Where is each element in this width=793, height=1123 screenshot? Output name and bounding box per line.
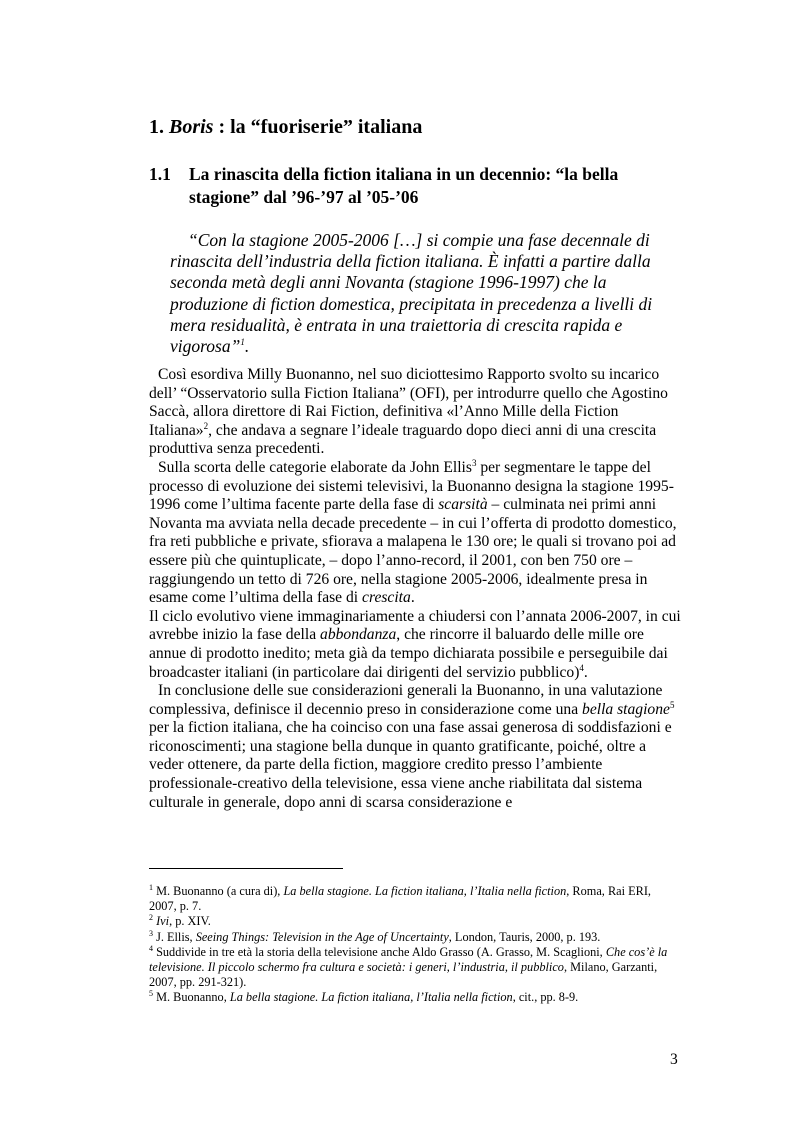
footnote-1-text-b: , Roma, Rai ERI, 2007, p. 7. bbox=[149, 884, 651, 914]
footnote-1-text-a: M. Buonanno (a cura di), bbox=[153, 884, 284, 898]
emphasis-crescita: crescita bbox=[362, 589, 411, 607]
paragraph-4-text-a: In conclusione delle sue considerazioni generali la Buonanno, in una valutazione complessiva, definisce il decennio preso in considerazione come una bbox=[149, 682, 663, 718]
footnote-5-title: La bella stagione. La fiction italiana, l’Italia nella fiction bbox=[229, 990, 513, 1005]
paragraph-4-text-b: per la fiction italiana, che ha coinciso con una fase assai generosa di soddisfazioni e riconoscimenti; una stagione bella dunque in quanto gratificante, poiché, oltre a veder ottenere, da parte della fiction, maggiore credito presso l’ambiente professionale-creativo della televisione, essa viene anche riabilitata dal sistema culturale in generale, dopo anni di scarsa considerazione e bbox=[149, 719, 672, 811]
emphasis-bella-stagione: bella stagione bbox=[582, 700, 670, 718]
paragraph-2-text-d: . bbox=[410, 589, 415, 607]
section-heading bbox=[149, 163, 669, 209]
paragraph-3-text-a: Il ciclo evolutivo viene immaginariamente a chiudersi con l’annata 2006-2007, in cui avrebbe inizio la fase della bbox=[149, 607, 681, 644]
footnote-1-number: 1 bbox=[149, 882, 153, 892]
paragraph-1-text-a: Così esordiva Milly Buonanno, nel suo diciottesimo Rapporto svolto su incarico dell’ “Osservatorio sulla Fiction Italiana” (OFI), per introdurre quello che Agostino Saccà, allora direttore di Rai Fiction, definitiva «l’Anno Mille della Fiction Italiana» bbox=[149, 366, 668, 439]
footnote-3-text-b: , London, Tauris, 2000, p. 193. bbox=[448, 929, 601, 944]
paragraph-3-text-c: . bbox=[583, 663, 588, 681]
paragraph-2-text-c: – culminata nei primi anni Novanta ma avviata nella decade precedente – in cui l’offerta di prodotto domestico, fra reti pubbliche e private, sfiorava a malapena le 130 ore; le quali si trovano poi ad essere più che quintuplicate, – dopo l’anno-record, il 2001, con ben 750 ore – raggiungendo un tetto di 726 ore, nella stagione 2005-2006, idealmente presa in esame come l’ultima della fase di bbox=[149, 496, 677, 607]
paragraph-4 bbox=[149, 682, 681, 812]
paragraph-2-text-a: Sulla scorta delle categorie elaborate da John Ellis bbox=[158, 458, 472, 476]
footnote-ref-5[interactable]: 5 bbox=[669, 699, 675, 710]
footnote-1 bbox=[149, 884, 681, 914]
footnote-3-text-a: J. Ellis, bbox=[153, 929, 196, 944]
chapter-title-italic: Boris bbox=[169, 116, 214, 138]
page-number: 3 bbox=[670, 1051, 678, 1068]
footnote-2-text-b: , p. XIV. bbox=[169, 914, 211, 929]
footnote-5 bbox=[149, 990, 681, 1005]
footnote-2-title: Ivi bbox=[156, 914, 170, 929]
body-text bbox=[149, 366, 681, 812]
paragraph-2-text-b: per segmentare le tappe del processo di evoluzione dei sistemi televisivi, la Buonanno designa la stagione 1995-1996 come l’ultima facente parte della fase di bbox=[149, 458, 674, 514]
paragraph-3 bbox=[149, 608, 681, 682]
emphasis-abbondanza: abbondanza bbox=[320, 626, 397, 644]
footnote-4 bbox=[149, 945, 681, 991]
footnote-5-text-a: M. Buonanno, bbox=[153, 990, 230, 1005]
section-number: 1.1 bbox=[149, 164, 171, 184]
section-title: La rinascita della fiction italiana in un decennio: “la bella stagione” dal ’96-’97 al ’05-’06 bbox=[189, 164, 619, 207]
chapter-title-rest: : la “fuoriserie” italiana bbox=[213, 116, 423, 138]
quote-end: . bbox=[244, 336, 250, 357]
footnote-5-number: 5 bbox=[149, 989, 153, 999]
footnote-ref-4[interactable]: 4 bbox=[579, 662, 584, 673]
footnote-ref-3[interactable]: 3 bbox=[471, 457, 477, 468]
footnotes bbox=[149, 884, 681, 1006]
paragraph-2 bbox=[149, 459, 681, 608]
footnote-separator bbox=[149, 868, 343, 869]
quote-text: “Con la stagione 2005-2006 […] si compie una fase decennale di rinascita dell’industria della fiction italiana. È infatti a partire dalla seconda metà degli anni Novanta (stagione 1996-1997) che la produzione di fiction domestica, precipitata in precedenza a livelli di mera residualità, è entrata in una traiettoria di crescita rapida e vigorosa” bbox=[170, 230, 653, 357]
footnote-3-title: Seeing Things: Television in the Age of Uncertainty bbox=[195, 929, 449, 944]
block-quote bbox=[170, 230, 658, 357]
footnote-1-title: La bella stagione. La fiction italiana, l’Italia nella fiction bbox=[283, 884, 567, 898]
footnote-5-text-b: , cit., pp. 8-9. bbox=[512, 990, 579, 1005]
footnote-3-number: 3 bbox=[149, 928, 153, 938]
footnote-4-text-b: , Milano, Garzanti, 2007, pp. 291-321). bbox=[149, 960, 658, 990]
paragraph-3-text-b: , che rincorre il baluardo delle mille ore annue di prodotto inedito; meta già da tempo dichiarata possibile e perseguibile dai broadcaster italiani (in particolare dai dirigenti del servizio pubblico) bbox=[149, 626, 668, 681]
footnote-ref-1[interactable]: 1 bbox=[240, 337, 245, 348]
footnote-4-title: Che cos’è la televisione. Il piccolo schermo fra cultura e società: i generi, l’industria, il pubblico bbox=[149, 944, 668, 975]
paragraph-1 bbox=[149, 366, 681, 459]
footnote-ref-2[interactable]: 2 bbox=[203, 420, 209, 431]
footnote-4-number: 4 bbox=[149, 943, 153, 953]
emphasis-scarsita: scarsità bbox=[438, 496, 488, 514]
paragraph-1-text-b: , che andava a segnare l’ideale traguardo dopo dieci anni di una crescita produttiva senza precedenti. bbox=[149, 421, 657, 458]
footnote-3 bbox=[149, 930, 681, 945]
chapter-number: 1. bbox=[149, 116, 164, 138]
chapter-heading bbox=[149, 116, 422, 139]
footnote-2 bbox=[149, 914, 681, 929]
footnote-4-text-a: Suddivide in tre età la storia della televisione anche Aldo Grasso (A. Grasso, M. Scaglioni, bbox=[153, 944, 606, 959]
footnote-2-number: 2 bbox=[149, 913, 153, 923]
